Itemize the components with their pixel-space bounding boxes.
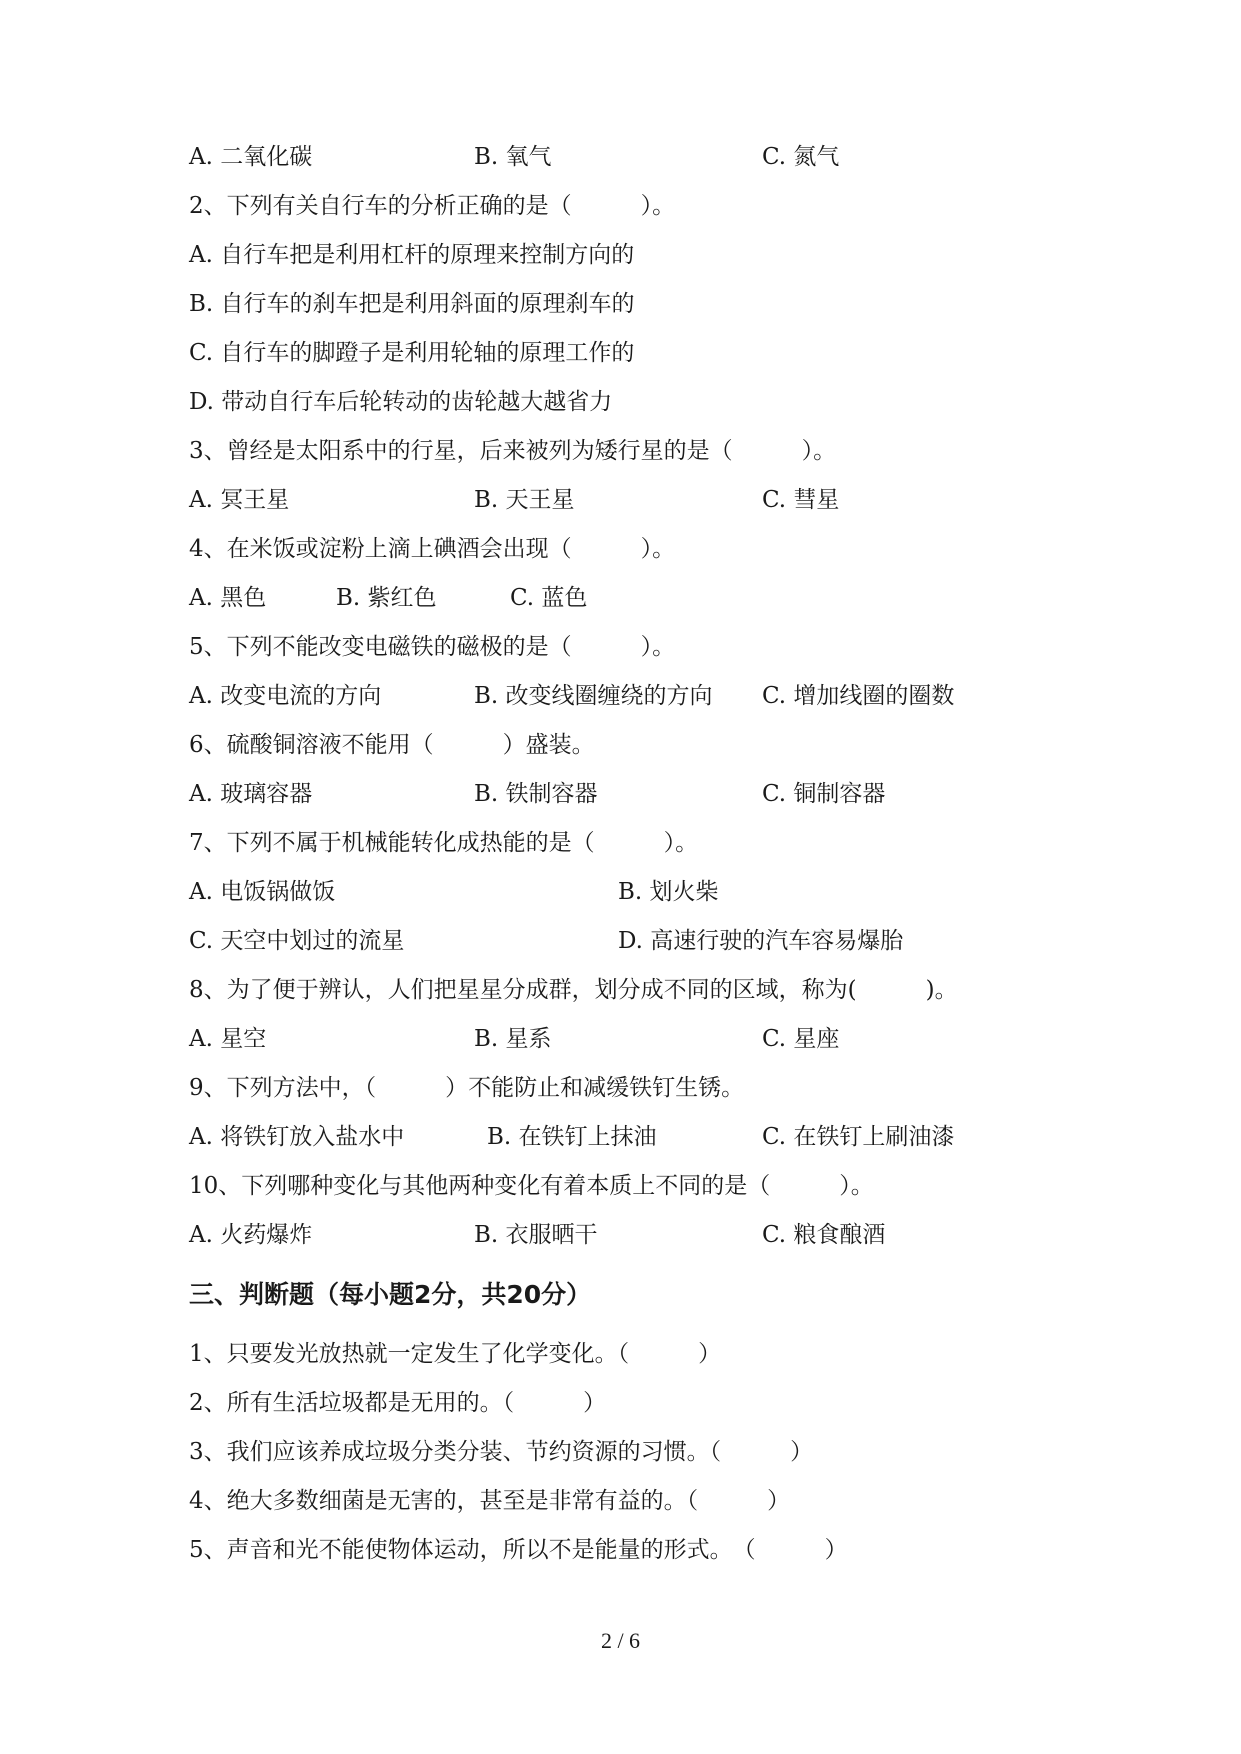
q5-option-c: C. 增加线圈的圈数 [762,683,955,709]
q1-option-b: B. 氧气 [474,144,552,170]
q4-option-b: B. 紫红色 [336,585,437,611]
q7-stem: 7、下列不属于机械能转化成热能的是（ ）。 [189,830,699,856]
q6-stem: 6、硫酸铜溶液不能用（ ）盛装。 [189,732,595,758]
q8-stem: 8、为了便于辨认，人们把星星分成群，划分成不同的区域，称为( )。 [189,977,958,1003]
q10-stem: 10、下列哪种变化与其他两种变化有着本质上不同的是（ ）。 [189,1173,874,1199]
tf-item-1: 1、只要发光放热就一定发生了化学变化。（ ） [189,1341,722,1367]
q2-option-c: C. 自行车的脚蹬子是利用轮轴的原理工作的 [189,340,635,366]
q10-option-c: C. 粮食酿酒 [762,1222,886,1248]
q9-stem: 9、下列方法中，（ ）不能防止和减缓铁钉生锈。 [189,1075,745,1101]
q6-option-a: A. 玻璃容器 [189,781,313,807]
q3-option-b: B. 天王星 [474,487,575,513]
q6-option-c: C. 铜制容器 [762,781,886,807]
q7-option-a: A. 电饭锅做饭 [189,879,336,905]
q9-option-a: A. 将铁钉放入盐水中 [189,1124,405,1150]
q1-option-c: C. 氮气 [762,144,840,170]
q10-option-b: B. 衣服晒干 [474,1222,598,1248]
tf-item-4: 4、绝大多数细菌是无害的，甚至是非常有益的。（ ） [189,1488,791,1514]
tf-item-2: 2、所有生活垃圾都是无用的。（ ） [189,1390,607,1416]
tf-item-5: 5、声音和光不能使物体运动，所以不是能量的形式。 （ ） [189,1537,848,1563]
q9-option-c: C. 在铁钉上刷油漆 [762,1124,955,1150]
q4-option-a: A. 黑色 [189,585,267,611]
q3-stem: 3、曾经是太阳系中的行星，后来被列为矮行星的是（ ）。 [189,438,837,464]
q5-stem: 5、下列不能改变电磁铁的磁极的是（ ）。 [189,634,676,660]
tf-item-3: 3、我们应该养成垃圾分类分装、节约资源的习惯。（ ） [189,1439,814,1465]
q7-option-c: C. 天空中划过的流星 [189,928,405,954]
section-heading-true-false: 三、判断题（每小题2分，共20分） [189,1280,592,1309]
q8-option-b: B. 星系 [474,1026,552,1052]
q7-option-b: B. 划火柴 [618,879,719,905]
q5-option-b: B. 改变线圈缠绕的方向 [474,683,713,709]
q2-stem: 2、下列有关自行车的分析正确的是（ ）。 [189,193,676,219]
q4-option-c: C. 蓝色 [510,585,588,611]
q2-option-a: A. 自行车把是利用杠杆的原理来控制方向的 [189,242,635,268]
q2-option-b: B. 自行车的刹车把是利用斜面的原理刹车的 [189,291,635,317]
q3-option-a: A. 冥王星 [189,487,290,513]
q8-option-c: C. 星座 [762,1026,840,1052]
q2-option-d: D. 带动自行车后轮转动的齿轮越大越省力 [189,389,613,415]
q6-option-b: B. 铁制容器 [474,781,598,807]
q10-option-a: A. 火药爆炸 [189,1222,313,1248]
q5-option-a: A. 改变电流的方向 [189,683,382,709]
q1-option-a: A. 二氧化碳 [189,144,313,170]
q3-option-c: C. 彗星 [762,487,840,513]
page-number: 2 / 6 [600,1628,641,1653]
q7-option-d: D. 高速行驶的汽车容易爆胎 [618,928,904,954]
q4-stem: 4、在米饭或淀粉上滴上碘酒会出现（ ）。 [189,536,676,562]
q9-option-b: B. 在铁钉上抹油 [487,1124,657,1150]
q8-option-a: A. 星空 [189,1026,267,1052]
